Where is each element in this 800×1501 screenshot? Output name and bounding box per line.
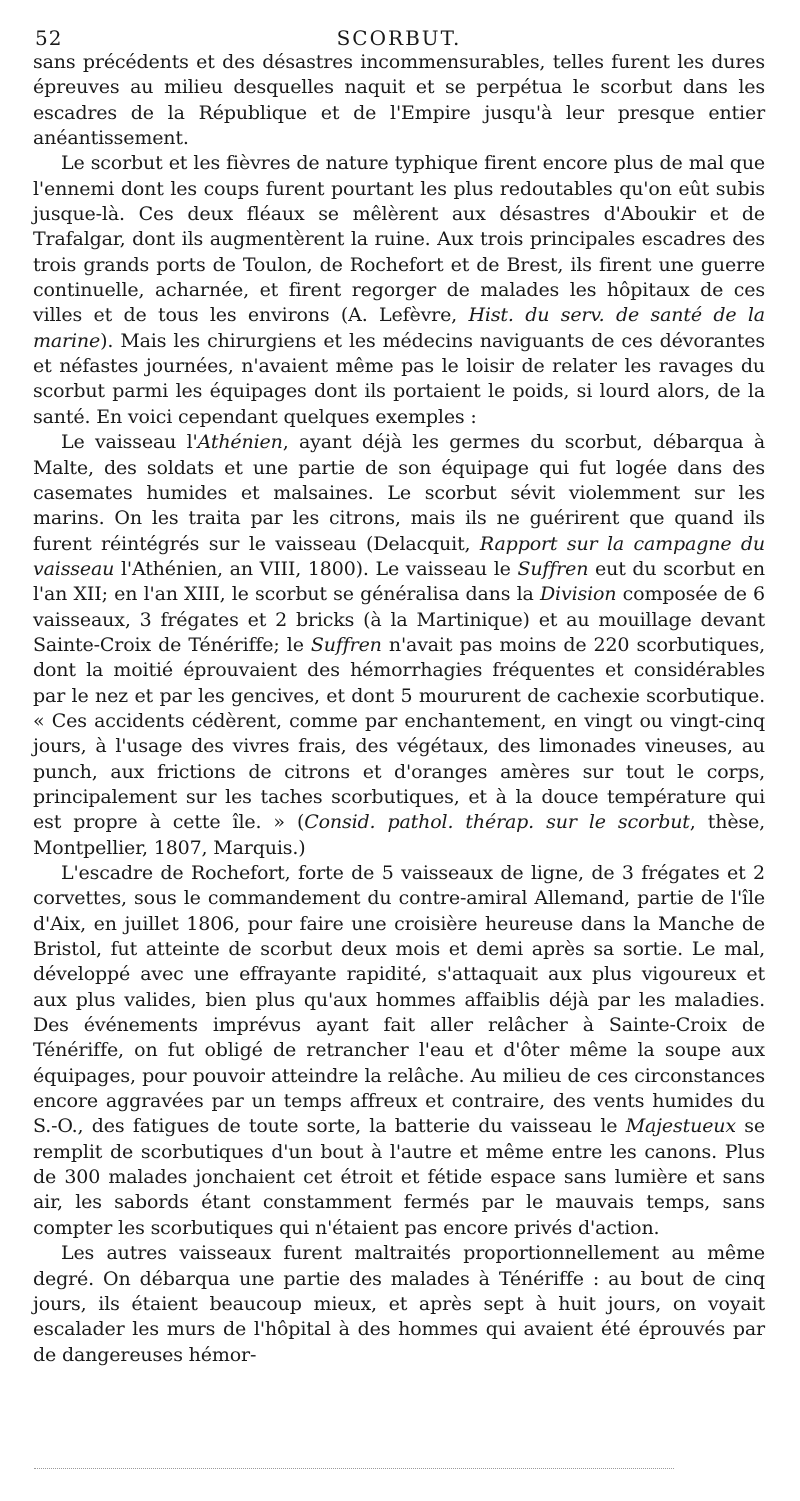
running-head <box>33 22 765 50</box>
italic-reference: Athénien <box>197 431 283 454</box>
text-run: ). Mais les chirurgiens et les médecins naviguants de ces dévorantes et néfastes journées, n'avaient même pas le loisir de relater les ravages du scorbut parmi les équipages dont ils portaient le poids, si lourd alors, de la santé. En voici cependant quelques exemples : <box>33 329 765 428</box>
paragraph <box>33 1241 765 1368</box>
text-run: n'avait pas moins de 220 scorbutiques, dont la moitié éprouvaient des hémorrhagies fréquentes et considérables par le nez et par les gencives, et dont 5 moururent de cachexie scorbutique. « Ces accidents cédèrent, comme par enchantement, en vingt ou vingt-cinq jours, à l'usage des vivres frais, des végétaux, des limonades vineuses, au punch, aux frictions de citrons et d'oranges amères sur tout le corps, principalement sur les taches scorbutiques, et à la douce température qui est propre à cette île. » ( <box>33 633 765 834</box>
italic-reference: Suffren <box>517 557 589 580</box>
text-run: composée de 6 vaisseaux, 3 frégates et 2 bricks (à la Martinique) et au mouillage devant Sainte-Croix de Ténériffe; le <box>33 583 765 656</box>
text-run: , ayant déjà les germes du scorbut, débarqua à Malte, des soldats et une partie de son équipage qui fut logée dans des casemates humides et malsaines. Le scorbut sévit violemment sur les marins. On les traita par les citrons, mais ils ne guérirent que quand ils furent réintégrés sur le vaisseau (Delacquit, <box>33 431 766 555</box>
body-text <box>33 50 765 1368</box>
text-run: L'escadre de Rochefort, forte de 5 vaisseaux de ligne, de 3 frégates et 2 corvettes, sous le commandement du contre-amiral Allemand, partie de l'île d'Aix, en juillet 1806, pour faire une croisière heureuse dans la Manche de Bristol, fut atteinte de scorbut deux mois et demi après sa sortie. Le mal, développé avec une effrayante rapidité, s'attaquait aux plus vigoureux et aux plus valides, bien plus qu'aux hommes affaiblis déjà par les maladies. Des événements imprévus ayant fait aller relâcher à Sainte-Croix de Ténériffe, on fut obligé de retrancher l'eau et d'ôter même la soupe aux équipages, pour pouvoir atteindre la relâche. Au milieu de ces circonstances encore aggravées par un temps affreux et contraire, des vents humides du S.-O., des fatigues de toute sorte, la batterie du vaisseau le <box>33 862 765 1138</box>
text-run: se remplit de scorbutiques d'un bout à l'autre et même entre les canons. Plus de 300 malades jonchaient cet étroit et fétide espace sans lumière et sans air, les sabords étant constamment fermés par le mauvais temps, sans compter les scorbutiques qui n'étaient pas encore privés d'action. <box>33 1115 765 1239</box>
paragraph <box>33 50 765 151</box>
page-number: 52 <box>35 26 63 50</box>
italic-reference: Suffren <box>310 633 382 656</box>
page-bottom-rule <box>34 1468 674 1469</box>
running-title: SCORBUT. <box>336 26 462 50</box>
paragraph <box>33 151 765 430</box>
italic-reference: Rapport sur la campagne du vaisseau <box>33 532 765 580</box>
text-run: Les autres vaisseaux furent maltraités proportionnellement au même degré. On débarqua une partie des malades à Ténériffe : au bout de cinq jours, ils étaient beaucoup mieux, et après sept à huit jours, on voyait escalader les murs de l'hôpital à des hommes qui avaient été éprouvés par de dangereuses hémor- <box>33 1242 765 1366</box>
text-run: sans précédents et des désastres incommensurables, telles furent les dures épreuves au milieu desquelles naquit et se perpétua le scorbut dans les escadres de la République et de l'Empire jusqu'à leur presque entier anéantissement. <box>33 51 765 150</box>
text-run: Le vaisseau l' <box>61 431 198 454</box>
text-run: eut du scorbut en l'an XII; en l'an XIII, le scorbut se généralisa dans la <box>33 557 766 606</box>
text-run: , thèse, Montpellier, 1807, Marquis.) <box>33 811 765 859</box>
paragraph <box>33 861 765 1241</box>
text-run: Le scorbut et les fièvres de nature typhique firent encore plus de mal que l'ennemi dont les coups furent pourtant les plus redoutables qu'on eût subis jusque-là. Ces deux fléaux se mêlèrent aux désastres d'Aboukir et de Trafalgar, dont ils augmentèrent la ruine. Aux trois principales escadres des trois grands ports de Toulon, de Rochefort et de Brest, ils firent une guerre continuelle, acharnée, et firent regorger de malades les hôpitaux de ces villes et de tous les environs (A. Lefèvre, <box>33 152 765 327</box>
book-page <box>33 22 765 1368</box>
italic-reference: Division <box>539 583 617 606</box>
italic-reference: Consid. pathol. thérap. sur le scorbut <box>304 811 690 834</box>
text-run: l'Athénien, an VIII, 1800). Le vaisseau le <box>114 557 518 580</box>
paragraph <box>33 430 765 861</box>
italic-reference: Hist. du serv. de santé de la marine <box>33 304 765 352</box>
italic-reference: Majestueux <box>625 1115 736 1138</box>
